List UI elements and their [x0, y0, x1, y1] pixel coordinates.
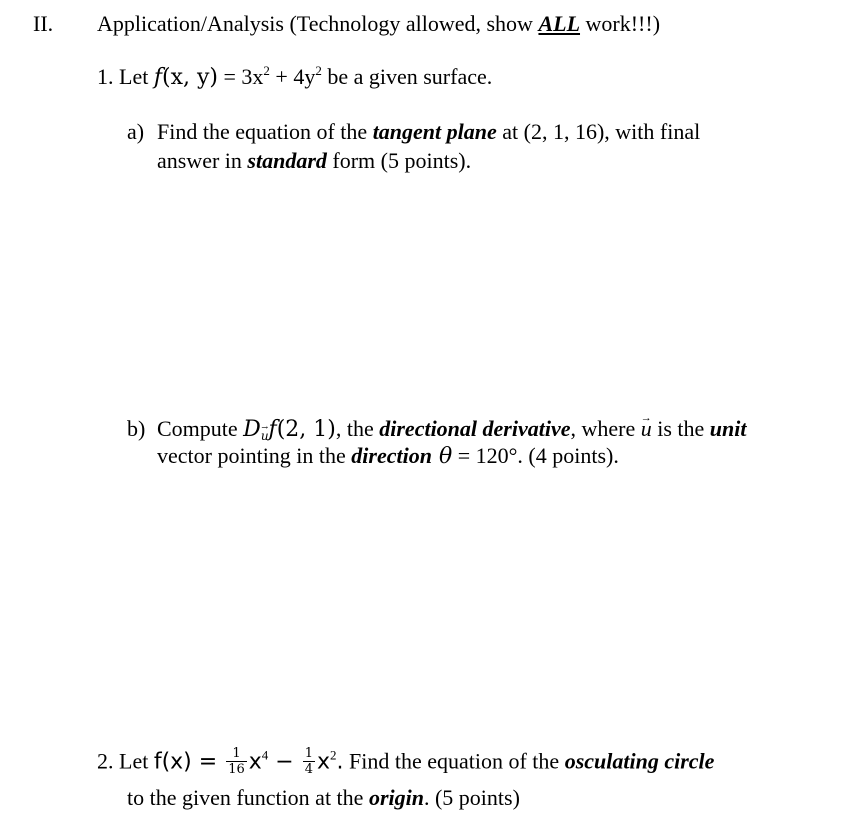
part-a-line-1	[157, 119, 700, 145]
problem-2-l2-post: . (5 points)	[423, 785, 520, 810]
part-b-u-vector: → u	[641, 416, 652, 442]
section-title-emphasis: ALL	[538, 11, 581, 36]
problem-1-number: 1.	[97, 64, 114, 89]
section-title	[97, 11, 660, 37]
part-a-line-2	[157, 148, 471, 174]
problem-1-func: f	[153, 65, 162, 90]
part-b-is-the: is the	[651, 416, 710, 441]
problem-2-line-2	[127, 785, 520, 811]
part-b-line-1: Compute Duf(2, 1), the directional derivative, where → u is the unit	[157, 416, 747, 443]
problem-2-exp2: 2	[330, 747, 337, 763]
section-title-tail: work!!!)	[580, 11, 661, 36]
part-a-l1-bold: tangent plane	[372, 119, 497, 144]
problem-2-exp1: 4	[261, 747, 269, 763]
problem-2-x1: x	[248, 749, 262, 775]
problem-1-let: Let	[119, 64, 154, 89]
problem-1-sup2: 2	[315, 63, 322, 78]
problem-2-number: 2.	[97, 748, 114, 774]
part-b-f: f	[268, 417, 277, 442]
problem-2-find: Find the equation of the	[343, 748, 565, 774]
part-b-comma: , the	[335, 416, 380, 441]
frac-1-denominator: 16	[228, 762, 245, 777]
part-a-l2-bold: standard	[247, 148, 327, 173]
part-b-bold-3: direction	[351, 443, 432, 468]
section-title-text: Application/Analysis (Technology allowed, show	[97, 11, 539, 36]
problem-2-dot: .	[336, 749, 344, 775]
part-b-compute: Compute	[157, 416, 244, 441]
frac-2-numerator: 1	[304, 746, 313, 761]
section-numeral: II.	[33, 11, 54, 36]
part-a-l1-post: at (2, 1, 16), with final	[496, 119, 701, 144]
problem-1-plus: + 4y	[269, 64, 316, 89]
part-b-angle: = 120°. (4 points).	[452, 443, 619, 468]
part-b-point: (2, 1)	[276, 417, 336, 442]
part-b-D: D	[243, 417, 261, 442]
problem-1-args: (x, y)	[161, 65, 218, 90]
part-a-l2-pre: answer in	[157, 148, 248, 173]
problem-2-find-bold: osculating circle	[564, 748, 715, 774]
problem-2-l2-pre: to the given function at the	[127, 785, 369, 810]
problem-2-frac-1	[226, 746, 247, 777]
problem-1-tail: be a given surface.	[321, 64, 493, 89]
frac-1-numerator: 1	[226, 746, 247, 762]
part-a-l1-pre: Find the equation of the	[157, 119, 373, 144]
part-b-bold-1: directional derivative	[379, 416, 571, 441]
problem-2-func: f(x) =	[153, 749, 225, 775]
problem-2-l2-bold: origin	[368, 785, 424, 810]
problem-1-sup1: 2	[263, 63, 270, 78]
problem-2-x2: x	[316, 749, 330, 775]
part-a-l2-post: form (5 points).	[326, 148, 472, 173]
frac-2-denominator: 4	[304, 762, 313, 777]
part-b-label: b)	[127, 416, 146, 441]
problem-1-statement	[97, 64, 492, 91]
problem-2-let: Let	[119, 748, 154, 774]
part-b-line-2	[157, 443, 619, 470]
problem-2-line-1	[97, 748, 714, 779]
part-b-mid: , where	[570, 416, 641, 441]
problem-2-minus: −	[268, 749, 301, 775]
problem-1-eq: = 3x	[217, 64, 264, 89]
problem-2-frac-2	[303, 746, 315, 777]
part-b-bold-2: unit	[709, 416, 747, 441]
part-b-l2-pre: vector pointing in the	[157, 443, 352, 468]
part-b-theta: θ	[431, 444, 453, 469]
part-a-label: a)	[127, 119, 145, 144]
